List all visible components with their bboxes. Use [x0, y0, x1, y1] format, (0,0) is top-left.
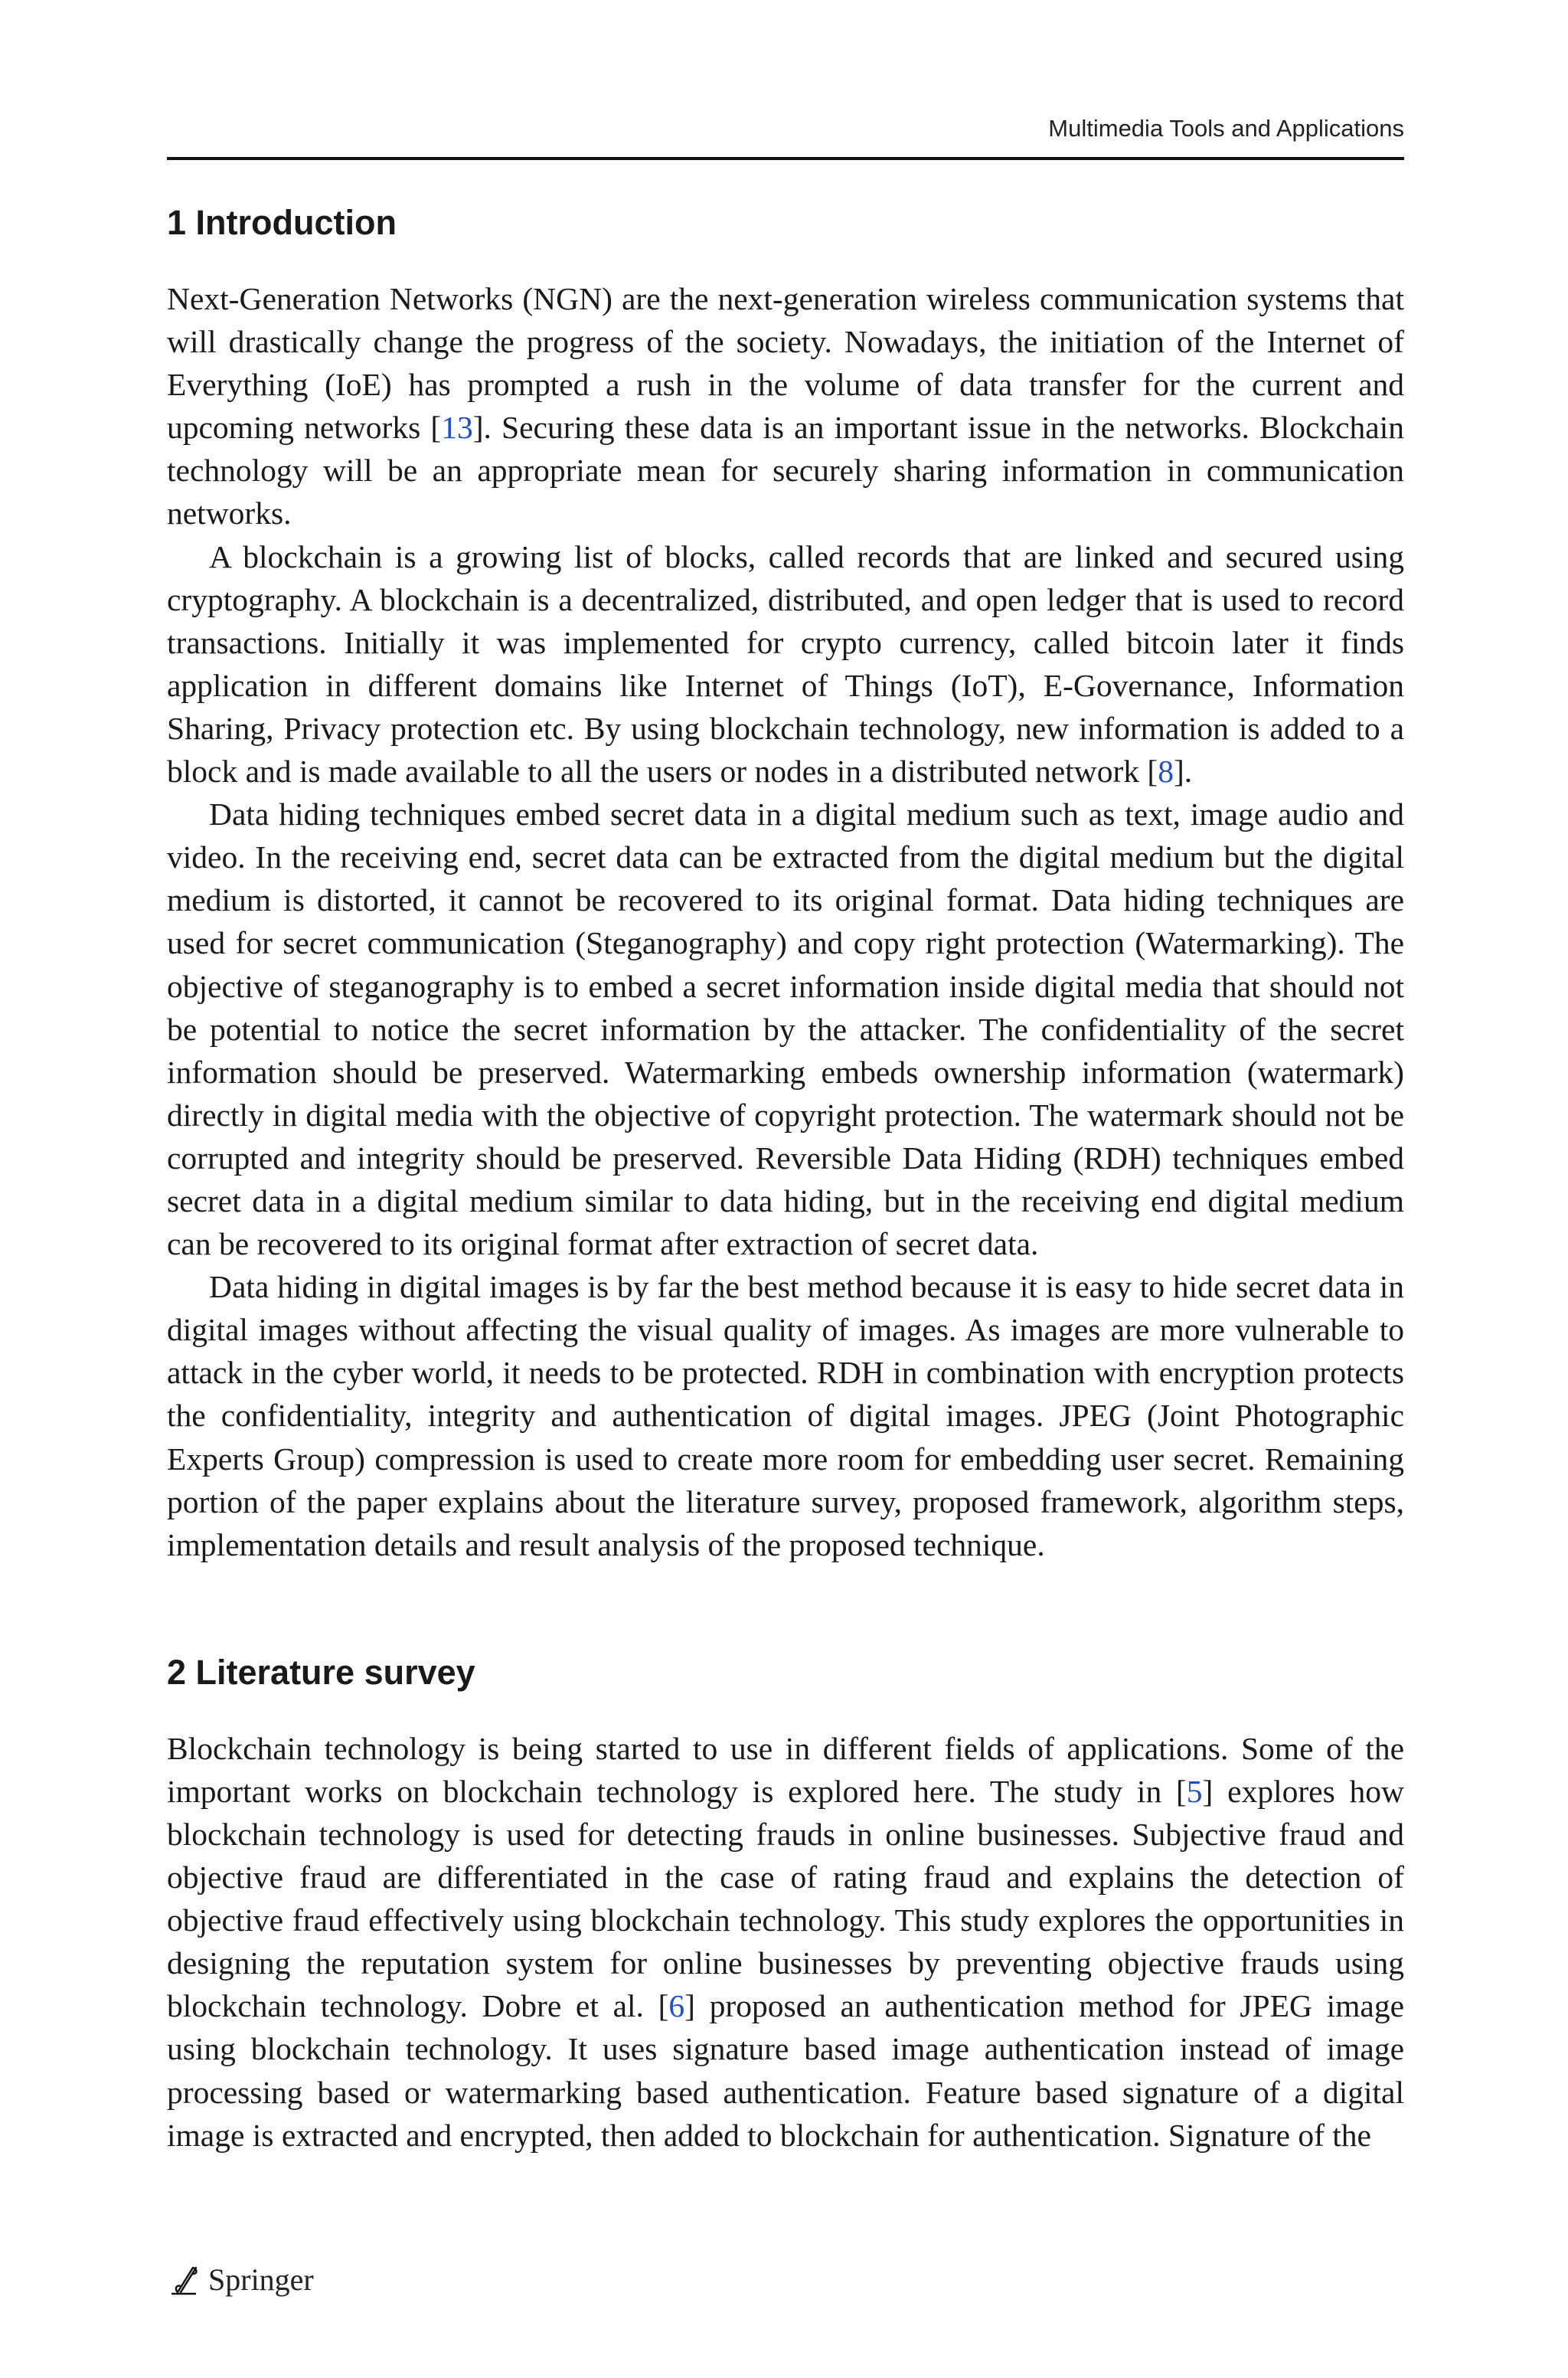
literature-paragraph-1: Blockchain technology is being started to use in different fields of applications. Some of the important works on blockchain technology is explored here. The study in [5] explores how blockchain technology is used for detecting frauds in online businesses. Subjective fraud and objective fraud are differentiated in the case of rating fraud and explains the detection of objective fraud effectively using blockchain technology. This study explores the opportunities in designing the reputation system for online businesses by preventing objective frauds using blockchain technology. Dobre et al. [6] proposed an authentication method for JPEG image using blockchain technology. It uses signature based image authentication instead of image processing based or watermarking based authentication. Feature based signature of a digital image is extracted and encrypted, then added to blockchain for authentication. Signature of the — [167, 1730, 1405, 2153]
publisher-footer — [167, 2262, 314, 2298]
intro-paragraph-1: Next-Generation Networks (NGN) are the next-generation wireless communication systems that will drastically change the progress of the society. Nowadays, the initiation of the Internet of Everything (IoE) has prompted a rush in the volume of data transfer for the current and upcoming networks [13]. Securing these data is an important issue in the networks. Blockchain technology will be an appropriate mean for securely sharing information in communication networks. — [167, 281, 1404, 532]
page-body — [167, 196, 1404, 2157]
springer-logo-icon — [167, 2263, 201, 2297]
header-rule — [167, 157, 1404, 160]
journal-name: Multimedia Tools and Applications — [1048, 115, 1404, 142]
intro-paragraph-4: Data hiding in digital images is by far the best method because it is easy to hide secret data in digital images without affecting the visual quality of images. As images are more vulnerable to attack in the cyber world, it needs to be protected. RDH in combination with encryption protects the confidentiality, integrity and authentication of digital images. JPEG (Joint Photographic Experts Group) compression is used to create more room for embedding user secret. Remaining portion of the paper explains about the literature survey, proposed framework, algorithm steps, implementation details and result analysis of the proposed technique. — [167, 1269, 1404, 1562]
publisher-name: Springer — [208, 2262, 314, 2297]
section-heading-literature-survey: 2 Literature survey — [167, 1652, 475, 1692]
citation-link[interactable]: 8 — [1158, 754, 1174, 790]
citation-link[interactable]: 5 — [1186, 1773, 1203, 1809]
section-heading-introduction: 1 Introduction — [167, 203, 397, 242]
intro-paragraph-2: A blockchain is a growing list of blocks, called records that are linked and secured using cryptography. A blockchain is a decentralized, distributed, and open ledger that is used to record transactions. Initially it was implemented for crypto currency, called bitcoin later it finds application in different domains like Internet of Things (IoT), E-Governance, Information Sharing, Privacy protection etc. By using blockchain technology, new information is added to a block and is made available to all the users or nodes in a distributed network [8]. — [167, 538, 1404, 790]
intro-paragraph-3: Data hiding techniques embed secret data in a digital medium such as text, image audio and video. In the receiving end, secret data can be extracted from the digital medium but the digital medium is distorted, it cannot be recovered to its original format. Data hiding techniques are used for secret communication (Steganography) and copy right protection (Watermarking). The objective of steganography is to embed a secret information inside digital media that should not be potential to notice the secret information by the attacker. The confidentiality of the secret information should be preserved. Watermarking embeds ownership information (watermark) directly in digital media with the objective of copyright protection. The watermark should not be corrupted and integrity should be preserved. Reversible Data Hiding (RDH) techniques embed secret data in a digital medium similar to data hiding, but in the receiving end digital medium can be recovered to its original format after extraction of secret data. — [167, 796, 1404, 1262]
citation-link[interactable]: 13 — [441, 410, 473, 446]
citation-link[interactable]: 6 — [668, 1988, 685, 2024]
